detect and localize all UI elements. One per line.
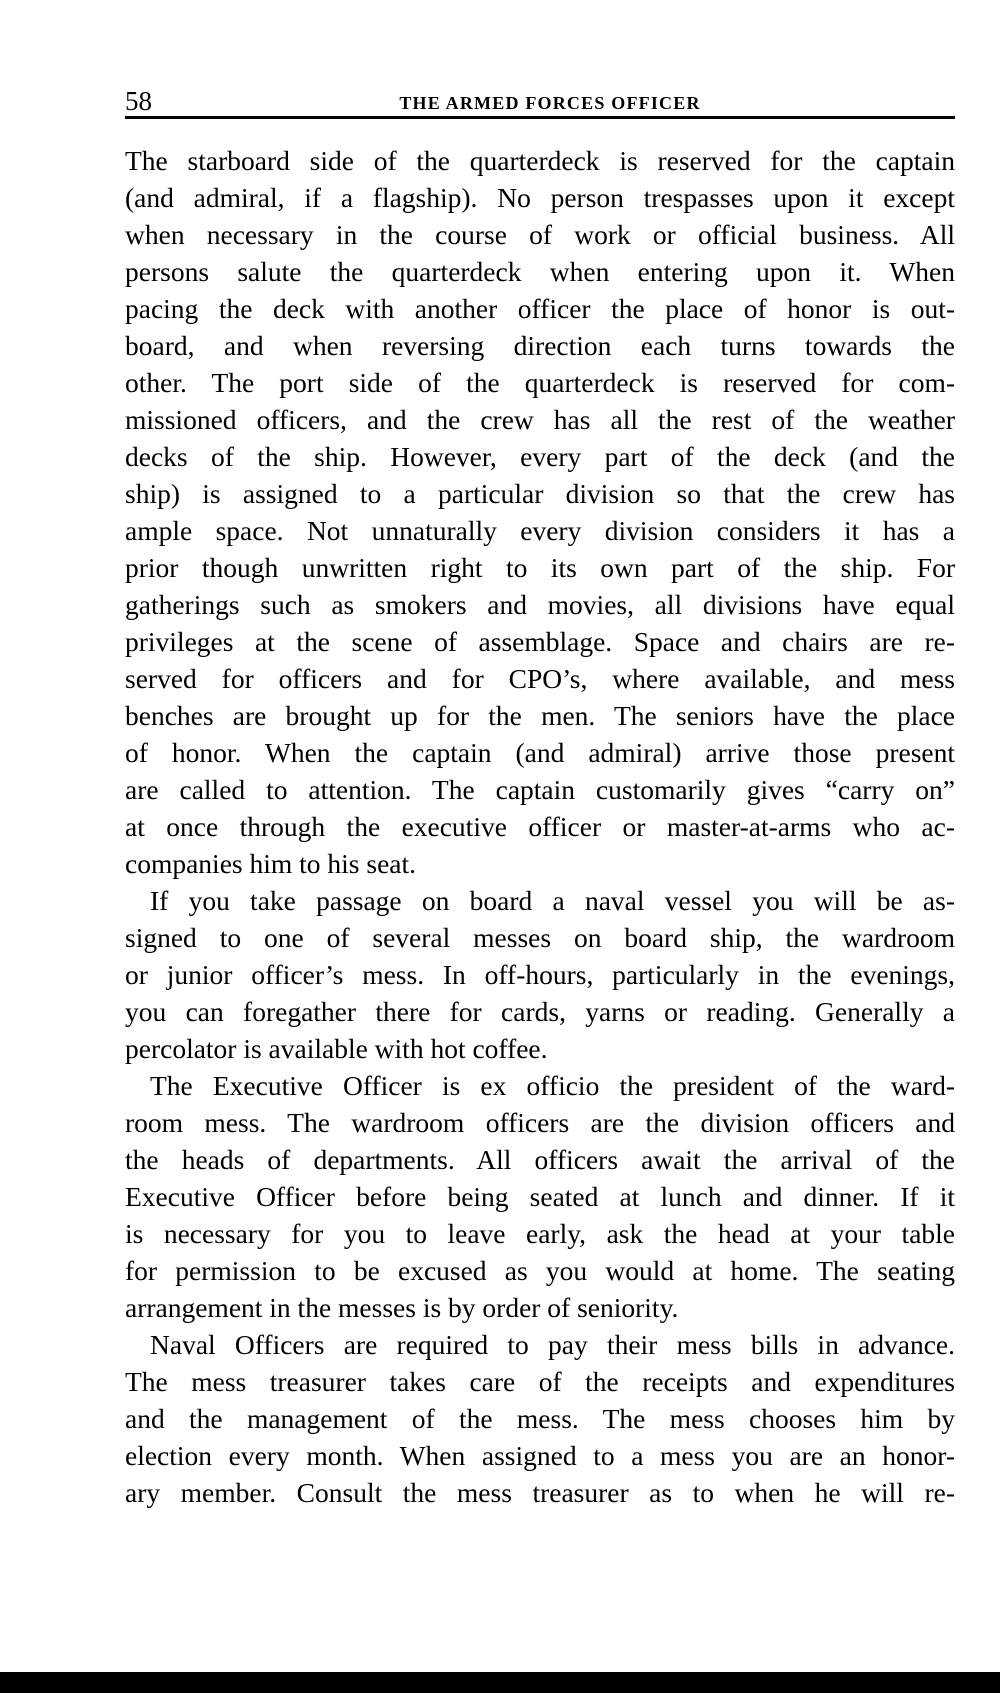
text-line: Naval Officers are required to pay their mess bills in advance. [150,1329,955,1360]
text-line: The mess treasurer takes care of the receipts and expenditures [125,1366,955,1397]
text-line: or junior officer’s mess. In off-hours, particularly in the evenings, [125,959,955,990]
text-line: ship) is assigned to a particular division so that the crew has [125,478,955,509]
text-line: prior though unwritten right to its own part of the ship. For [125,552,955,583]
body-text [125,142,955,1511]
text-line: are called to attention. The captain customarily gives “carry on” [125,774,955,805]
text-line: at once through the executive officer or master-at-arms who ac- [125,811,955,842]
text-line: ary member. Consult the mess treasurer as to when he will re- [125,1477,955,1508]
text-line: persons salute the quarterdeck when entering upon it. When [125,256,955,287]
paragraph [125,1326,955,1511]
scan-edge-bar [0,1672,1000,1693]
text-line: when necessary in the course of work or official business. All [125,219,955,250]
text-line: you can foregather there for cards, yarns or reading. Generally a [125,996,955,1027]
text-line: ample space. Not unnaturally every division considers it has a [125,515,955,546]
text-line: and the management of the mess. The mess chooses him by [125,1403,955,1434]
text-line: signed to one of several messes on board ship, the wardroom [125,922,955,953]
text-line: of honor. When the captain (and admiral) arrive those present [125,737,955,768]
paragraph [125,1067,955,1326]
paragraph [125,882,955,1067]
text-line: election every month. When assigned to a mess you are an honor- [125,1440,955,1471]
text-line: privileges at the scene of assemblage. Space and chairs are re- [125,626,955,657]
text-line: board, and when reversing direction each turns towards the [125,330,955,361]
text-line: The starboard side of the quarterdeck is reserved for the captain [125,145,955,176]
paragraph [125,142,955,882]
text-line: served for officers and for CPO’s, where available, and mess [125,663,955,694]
text-line: decks of the ship. However, every part of the deck (and the [125,441,955,472]
text-line: (and admiral, if a flagship). No person trespasses upon it except [125,182,955,213]
text-line: is necessary for you to leave early, ask the head at your table [125,1218,955,1249]
text-line: If you take passage on board a naval vessel you will be as- [150,885,955,916]
page-number: 58 [125,86,152,116]
running-header [125,86,955,116]
text-line: companies him to his seat. [125,848,416,879]
text-line: other. The port side of the quarterdeck is reserved for com- [125,367,955,398]
text-line: The Executive Officer is ex officio the president of the ward- [150,1070,955,1101]
text-line: pacing the deck with another officer the place of honor is out- [125,293,955,324]
text-line: percolator is available with hot coffee. [125,1033,548,1064]
text-line: for permission to be excused as you would at home. The seating [125,1255,955,1286]
running-title: THE ARMED FORCES OFFICER [399,93,701,113]
text-line: Executive Officer before being seated at lunch and dinner. If it [125,1181,955,1212]
header-rule [125,116,955,119]
text-line: arrangement in the messes is by order of seniority. [125,1292,679,1323]
text-line: room mess. The wardroom officers are the division officers and [125,1107,955,1138]
text-line: benches are brought up for the men. The seniors have the place [125,700,955,731]
text-line: the heads of departments. All officers await the arrival of the [125,1144,955,1175]
text-line: gatherings such as smokers and movies, all divisions have equal [125,589,955,620]
text-line: missioned officers, and the crew has all the rest of the weather [125,404,955,435]
